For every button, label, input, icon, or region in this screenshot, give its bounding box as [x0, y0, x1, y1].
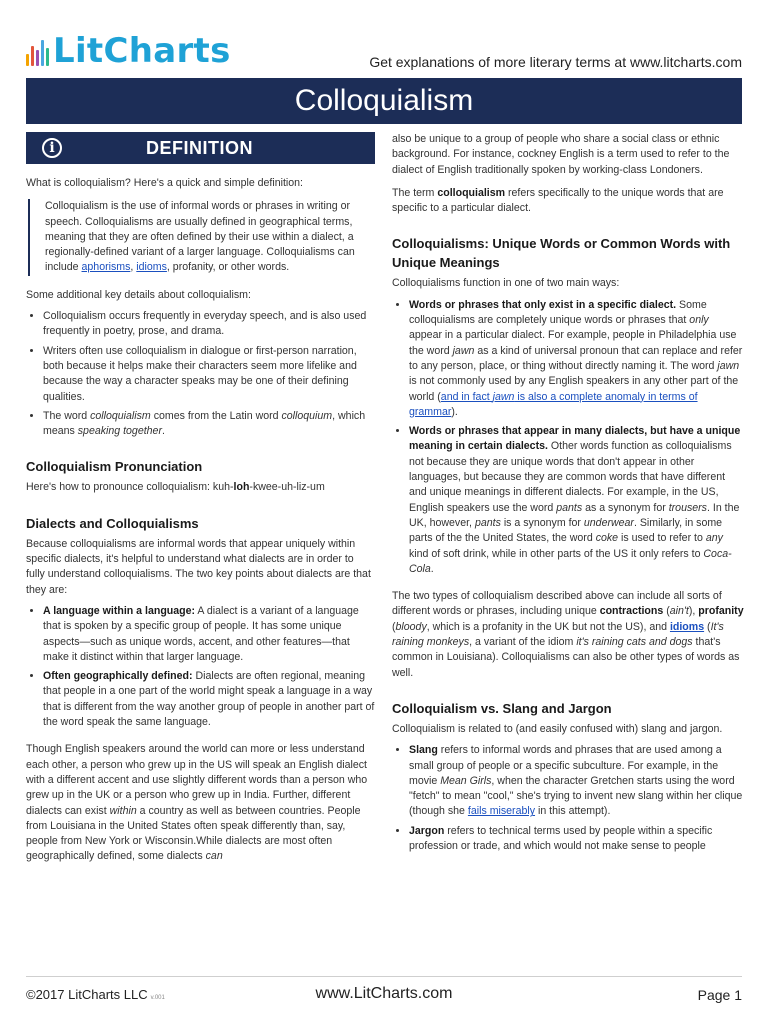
fails-miserably-link[interactable]: fails miserably [467, 805, 536, 818]
page-title: Colloquialism [26, 78, 742, 124]
slang-jargon-heading: Colloquialism vs. Slang and Jargon [392, 700, 612, 716]
dialects-list [26, 604, 375, 730]
page-header [0, 0, 768, 78]
dialects-intro: Because colloquialisms are informal words that appear uniquely within specific dialects, it's helpful to understand what dialects are in order to fully understand colloquialisms. The two key points about dialects are that they are: [26, 537, 371, 596]
list-item: • A language within a language: A dialect is a variant of a language that is spoken by a specific group of people. It has some unique aspects—such as unique words, accent, and other features—that make it distinct within that larger language. [43, 604, 375, 665]
aphorisms-link[interactable]: aphorisms [81, 261, 131, 274]
jawn-anomaly-link[interactable]: and in fact jawn is also a complete anomaly in terms of grammar [409, 390, 698, 418]
idioms-link-bold[interactable]: idioms [669, 620, 705, 633]
types-paragraph: The two types of colloquialism described above can include all sorts of different words or phrases, including unique contractions (ain't), profanity (bloody, which is a profanity in the UK but not the US), and idioms (It's raining monkeys, a variant of the idiom it's raining cats and dogs that's common in Louisiana). Colloquialisms can also be other types of words as well. [392, 590, 744, 679]
right-column [392, 132, 744, 858]
unique-words-intro: Colloquialisms function in one of two main ways: [392, 277, 620, 290]
litcharts-logo[interactable] [26, 30, 231, 72]
logo-text: LitCharts [53, 31, 231, 71]
pronunciation-text: Here's how to pronounce colloquialism: kuh-loh-kwee-uh-liz-um [26, 481, 325, 494]
list-item: • Jargon refers to technical terms used by people within a specific profession or trade, and which would not make sense to people [409, 824, 744, 855]
list-item: • Words or phrases that appear in many dialects, but have a unique meaning in certain dialects. Other words function as colloquialisms not because they are unique words that don't appear in other languages, but because they are common words that have different and unique meanings in different dialects. For example, in the US, English speakers use the word pants as a synonym for trousers. In the UK, however, pants is a synonym for underwear. Similarly, in some parts of the the United States, the word coke is used to refer to any kind of soft drink, while in other parts of the US it only refers to Coca-Cola. [409, 424, 744, 577]
key-details-list [26, 309, 375, 439]
pronunciation-heading: Colloquialism Pronunciation [26, 459, 203, 475]
left-column [26, 132, 375, 865]
key-details-intro: Some additional key details about colloquialism: [26, 288, 251, 301]
page-number: Page 1 [697, 987, 742, 1003]
definition-intro: What is colloquialism? Here's a quick and simple definition: [26, 177, 303, 189]
dialects-paragraph: Though English speakers around the world can more or less understand each other, a person who grew up in the US will speak an English dialect with a different accent and use slightly different words than a person who grew up in the UK or a person who grew up in India. Further, different dialects can exist within a country as well as between countries. People from Louisiana in the United States often speak differently than, say, people from New York or Wisconsin.While dialects are most often geographically defined, some dialects can [26, 743, 368, 863]
footer-copyright: ©2017 LitCharts LLC v.001 [26, 987, 165, 1002]
definition-quote: Colloquialism is the use of informal words or phrases in writing or speech. Colloquialisms are usually defined in geographical terms, meaning that they are often defined by their use within a dialect, a regionally-defined variant of a larger language. Colloquialisms can include aphorisms, idioms, profanity, or other words. [28, 199, 375, 275]
header-tagline: Get explanations of more literary terms at www.litcharts.com [369, 54, 742, 70]
list-item: • Often geographically defined: Dialects are often regional, meaning that people in a one part of the world might speak a language in a way that is different from the way another group of people in another part of the word speak the same language. [43, 669, 375, 730]
definition-header [26, 132, 375, 164]
slang-jargon-list [392, 743, 744, 854]
slang-jargon-intro: Colloquialism is related to (and easily confused with) slang and jargon. [392, 722, 723, 735]
definition-label: DEFINITION [146, 138, 253, 158]
unique-words-heading: Colloquialisms: Unique Words or Common Words with Unique Meanings [392, 236, 731, 271]
page-footer [26, 976, 742, 1017]
list-item: • Words or phrases that only exist in a specific dialect. Some colloquialisms are completely unique words or phrases that only appear in a particular dialect. For example, people in Philadelphia use the word jawn as a kind of universal pronoun that can replace and refer to any person, place, or thing without directly naming it. The word jawn is not commonly used by any English speakers in any other part of the world (and in fact jawn is also a complete anomaly in terms of grammar). [409, 298, 744, 420]
info-icon: i [42, 138, 62, 158]
unique-words-list [392, 298, 744, 577]
logo-bars-icon [26, 36, 49, 66]
list-item: • Slang refers to informal words and phrases that are used among a small group of people or a specific subculture. For example, in the movie Mean Girls, when the character Gretchen starts using the word "fetch" to mean "cool," she's trying to invent new slang within her clique (though she fails miserably in this attempt). [409, 743, 744, 819]
idioms-link[interactable]: idioms [136, 261, 167, 274]
list-item: • The word colloquialism comes from the Latin word colloquium, which means speaking together. [43, 409, 375, 440]
dialects-heading: Dialects and Colloquialisms [26, 515, 199, 531]
footer-version: v.001 [150, 995, 165, 1001]
footer-site-link[interactable]: www.LitCharts.com [315, 985, 453, 1002]
dialect-continuation: also be unique to a group of people who share a social class or ethnic background. For instance, cockney English is a term used to refer to the dialect of English traditionally spoken by working-class Londoners. [392, 133, 730, 176]
term-paragraph: The term colloquialism refers specifically to the unique words that are specific to a particular dialect. [392, 186, 724, 215]
list-item: • Colloquialism occurs frequently in everyday speech, and is also used frequently in poetry, prose, and drama. [43, 309, 375, 340]
list-item: • Writers often use colloquialism in dialogue or first-person narration, both because it helps make their characters seem more lifelike and because the way a character speaks may be one of their defining qualities. [43, 344, 375, 405]
